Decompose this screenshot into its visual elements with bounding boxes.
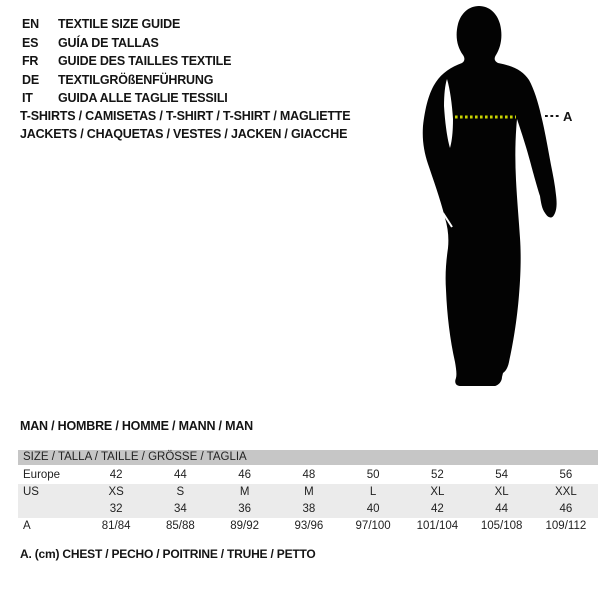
table-cell: 38 — [302, 503, 316, 515]
table-cell: 42 — [430, 503, 444, 515]
table-cell: 54 — [495, 469, 509, 481]
language-list — [22, 15, 231, 108]
table-cell: 36 — [238, 503, 252, 515]
measurement-footnote: A. (cm) CHEST / PECHO / POITRINE / TRUHE / PETTO — [20, 547, 316, 561]
table-cell: 89/92 — [230, 520, 260, 532]
table-cell: 44 — [173, 469, 187, 481]
table-cell: 50 — [366, 469, 380, 481]
language-code: FR — [22, 54, 39, 69]
table-cell: 44 — [495, 503, 509, 515]
language-label: TEXTILE SIZE GUIDE — [58, 17, 181, 32]
table-cell: XL — [430, 486, 445, 498]
table-cell: M — [304, 486, 314, 498]
table-cell: XS — [108, 486, 124, 498]
language-code: EN — [22, 17, 39, 32]
table-cell: 48 — [302, 469, 316, 481]
table-row-chest-a — [18, 518, 598, 535]
row-label: US — [23, 486, 39, 498]
garment-line-tshirts: T-SHIRTS / CAMISETAS / T-SHIRT / T-SHIRT / MAGLIETTE — [20, 109, 351, 123]
list-item — [22, 52, 231, 71]
table-cell: 34 — [173, 503, 187, 515]
table-cell: S — [176, 486, 185, 498]
table-cell: 93/96 — [294, 520, 324, 532]
language-code: DE — [22, 72, 39, 87]
row-label: A — [23, 520, 31, 532]
list-item — [22, 15, 231, 34]
table-cell: L — [369, 486, 377, 498]
table-cell: 109/112 — [545, 520, 587, 532]
list-item — [22, 34, 231, 53]
garment-line-jackets: JACKETS / CHAQUETAS / VESTES / JACKEN / GIACCHE — [20, 126, 348, 141]
table-cell: 101/104 — [416, 520, 459, 532]
table-cell: 97/100 — [355, 520, 391, 532]
table-cell: 42 — [109, 469, 123, 481]
list-item — [22, 89, 231, 108]
table-cell: 40 — [366, 503, 380, 515]
language-label: TEXTILGRÖßENFÜHRUNG — [58, 72, 214, 87]
row-label: Europe — [23, 469, 61, 481]
table-row-us — [18, 484, 598, 501]
list-item — [22, 71, 231, 90]
table-cell: 32 — [109, 503, 123, 515]
table-cell: 56 — [559, 469, 573, 481]
table-cell: XXL — [555, 486, 577, 498]
language-label: GUIDA ALLE TAGLIE TESSILI — [58, 91, 228, 106]
man-figure — [415, 0, 600, 400]
language-label: GUÍA DE TALLAS — [58, 35, 159, 50]
table-cell: XL — [494, 486, 509, 498]
language-code: ES — [22, 35, 39, 50]
garment-categories — [20, 108, 350, 143]
table-cell: 81/84 — [101, 520, 131, 532]
table-cell: 85/88 — [165, 520, 195, 532]
man-silhouette — [423, 6, 557, 386]
language-label: GUIDE DES TAILLES TEXTILE — [58, 54, 232, 69]
section-title-man: MAN / HOMBRE / HOMME / MANN / MAN — [20, 419, 253, 433]
size-table — [18, 450, 598, 535]
measure-label-a: A — [563, 109, 573, 124]
table-cell: 46 — [238, 469, 252, 481]
table-row-europe — [18, 467, 598, 484]
table-row-uk — [18, 501, 598, 518]
table-cell: 105/108 — [480, 520, 523, 532]
size-table-header: SIZE / TALLA / TAILLE / GRÖSSE / TAGLIA — [18, 450, 598, 465]
table-cell: 46 — [559, 503, 573, 515]
table-cell: M — [239, 486, 250, 498]
row-label — [18, 501, 84, 518]
language-code: IT — [22, 91, 33, 106]
table-cell: 52 — [430, 469, 444, 481]
